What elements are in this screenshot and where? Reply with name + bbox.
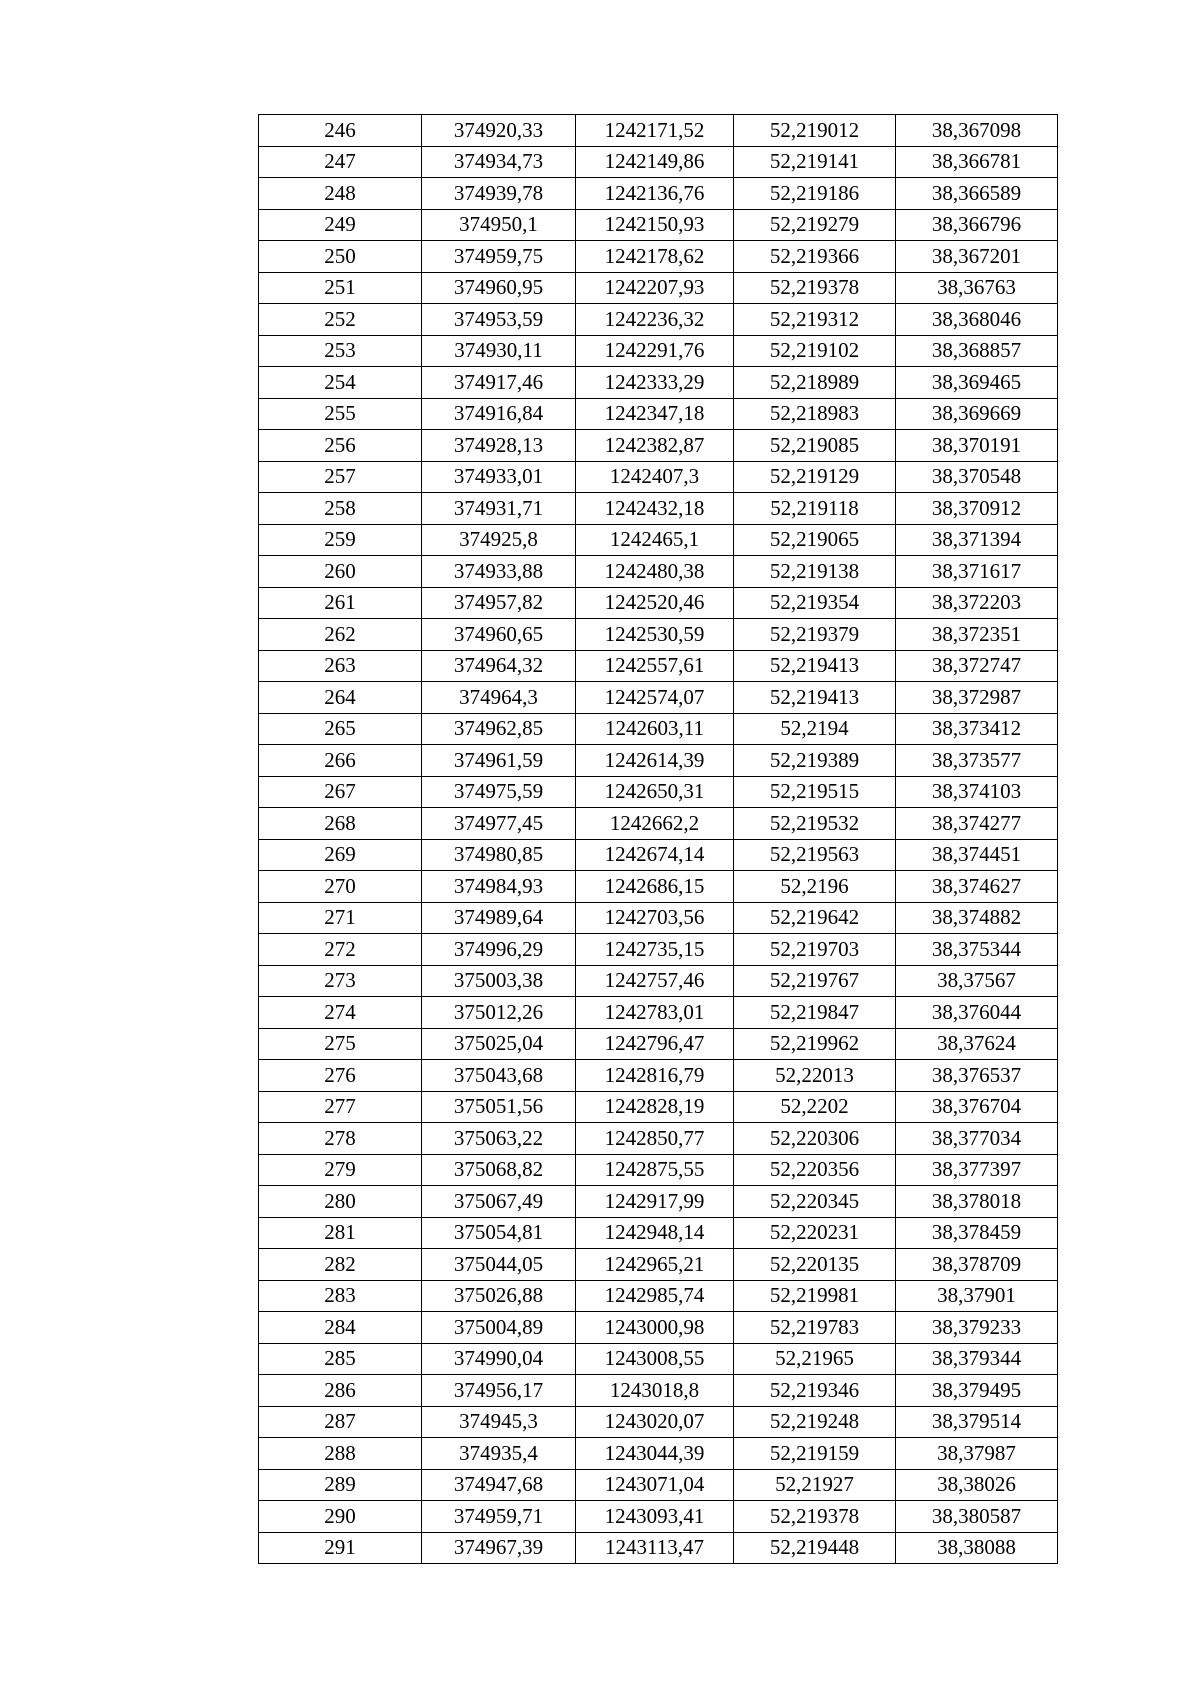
x-coordinate-cell: 374967,39	[422, 1532, 576, 1564]
point-number-cell: 263	[259, 650, 422, 682]
longitude-cell: 38,371617	[896, 556, 1058, 588]
x-coordinate-cell: 374939,78	[422, 178, 576, 210]
table-row	[259, 776, 1058, 808]
latitude-cell: 52,219354	[734, 587, 896, 619]
point-number-cell: 271	[259, 902, 422, 934]
longitude-cell: 38,376704	[896, 1091, 1058, 1123]
y-coordinate-cell: 1242948,14	[576, 1217, 734, 1249]
table-row	[259, 1532, 1058, 1564]
point-number-cell: 266	[259, 745, 422, 777]
x-coordinate-cell: 374964,32	[422, 650, 576, 682]
table-row	[259, 398, 1058, 430]
table-row	[259, 1280, 1058, 1312]
latitude-cell: 52,219413	[734, 682, 896, 714]
latitude-cell: 52,219783	[734, 1312, 896, 1344]
table-row	[259, 241, 1058, 273]
point-number-cell: 274	[259, 997, 422, 1029]
latitude-cell: 52,220306	[734, 1123, 896, 1155]
table-row	[259, 430, 1058, 462]
y-coordinate-cell: 1242557,61	[576, 650, 734, 682]
table-row	[259, 493, 1058, 525]
latitude-cell: 52,2194	[734, 713, 896, 745]
point-number-cell: 275	[259, 1028, 422, 1060]
table-row	[259, 1406, 1058, 1438]
point-number-cell: 261	[259, 587, 422, 619]
point-number-cell: 252	[259, 304, 422, 336]
x-coordinate-cell: 375025,04	[422, 1028, 576, 1060]
point-number-cell: 256	[259, 430, 422, 462]
y-coordinate-cell: 1242178,62	[576, 241, 734, 273]
latitude-cell: 52,220345	[734, 1186, 896, 1218]
point-number-cell: 264	[259, 682, 422, 714]
x-coordinate-cell: 374953,59	[422, 304, 576, 336]
x-coordinate-cell: 374920,33	[422, 115, 576, 147]
point-number-cell: 249	[259, 209, 422, 241]
table-row	[259, 461, 1058, 493]
longitude-cell: 38,380587	[896, 1501, 1058, 1533]
longitude-cell: 38,367201	[896, 241, 1058, 273]
point-number-cell: 273	[259, 965, 422, 997]
latitude-cell: 52,219981	[734, 1280, 896, 1312]
table-row	[259, 556, 1058, 588]
point-number-cell: 287	[259, 1406, 422, 1438]
latitude-cell: 52,219312	[734, 304, 896, 336]
table-row	[259, 178, 1058, 210]
point-number-cell: 290	[259, 1501, 422, 1533]
y-coordinate-cell: 1242236,32	[576, 304, 734, 336]
table-row	[259, 934, 1058, 966]
longitude-cell: 38,376044	[896, 997, 1058, 1029]
y-coordinate-cell: 1242574,07	[576, 682, 734, 714]
latitude-cell: 52,21965	[734, 1343, 896, 1375]
y-coordinate-cell: 1242171,52	[576, 115, 734, 147]
x-coordinate-cell: 375068,82	[422, 1154, 576, 1186]
point-number-cell: 279	[259, 1154, 422, 1186]
point-number-cell: 272	[259, 934, 422, 966]
y-coordinate-cell: 1242796,47	[576, 1028, 734, 1060]
point-number-cell: 280	[259, 1186, 422, 1218]
latitude-cell: 52,219389	[734, 745, 896, 777]
table-row	[259, 1312, 1058, 1344]
table-row	[259, 745, 1058, 777]
point-number-cell: 262	[259, 619, 422, 651]
table-row	[259, 272, 1058, 304]
longitude-cell: 38,37624	[896, 1028, 1058, 1060]
latitude-cell: 52,219159	[734, 1438, 896, 1470]
latitude-cell: 52,218983	[734, 398, 896, 430]
point-number-cell: 254	[259, 367, 422, 399]
y-coordinate-cell: 1242333,29	[576, 367, 734, 399]
latitude-cell: 52,219248	[734, 1406, 896, 1438]
x-coordinate-cell: 375054,81	[422, 1217, 576, 1249]
y-coordinate-cell: 1242816,79	[576, 1060, 734, 1092]
x-coordinate-cell: 375004,89	[422, 1312, 576, 1344]
y-coordinate-cell: 1242850,77	[576, 1123, 734, 1155]
y-coordinate-cell: 1242603,11	[576, 713, 734, 745]
longitude-cell: 38,372987	[896, 682, 1058, 714]
latitude-cell: 52,219515	[734, 776, 896, 808]
table-row	[259, 1469, 1058, 1501]
y-coordinate-cell: 1242703,56	[576, 902, 734, 934]
longitude-cell: 38,372203	[896, 587, 1058, 619]
x-coordinate-cell: 374917,46	[422, 367, 576, 399]
longitude-cell: 38,38026	[896, 1469, 1058, 1501]
y-coordinate-cell: 1242149,86	[576, 146, 734, 178]
longitude-cell: 38,366589	[896, 178, 1058, 210]
latitude-cell: 52,2202	[734, 1091, 896, 1123]
longitude-cell: 38,373412	[896, 713, 1058, 745]
x-coordinate-cell: 374961,59	[422, 745, 576, 777]
latitude-cell: 52,219129	[734, 461, 896, 493]
coordinates-table-body	[259, 115, 1058, 1564]
longitude-cell: 38,36763	[896, 272, 1058, 304]
y-coordinate-cell: 1243044,39	[576, 1438, 734, 1470]
latitude-cell: 52,219141	[734, 146, 896, 178]
x-coordinate-cell: 374960,95	[422, 272, 576, 304]
x-coordinate-cell: 375067,49	[422, 1186, 576, 1218]
longitude-cell: 38,370912	[896, 493, 1058, 525]
table-row	[259, 902, 1058, 934]
point-number-cell: 281	[259, 1217, 422, 1249]
latitude-cell: 52,219378	[734, 1501, 896, 1533]
longitude-cell: 38,368857	[896, 335, 1058, 367]
latitude-cell: 52,219085	[734, 430, 896, 462]
y-coordinate-cell: 1243008,55	[576, 1343, 734, 1375]
point-number-cell: 253	[259, 335, 422, 367]
longitude-cell: 38,368046	[896, 304, 1058, 336]
longitude-cell: 38,374277	[896, 808, 1058, 840]
latitude-cell: 52,219847	[734, 997, 896, 1029]
x-coordinate-cell: 374957,82	[422, 587, 576, 619]
table-row	[259, 209, 1058, 241]
longitude-cell: 38,369465	[896, 367, 1058, 399]
table-row	[259, 839, 1058, 871]
x-coordinate-cell: 374959,71	[422, 1501, 576, 1533]
y-coordinate-cell: 1242530,59	[576, 619, 734, 651]
point-number-cell: 284	[259, 1312, 422, 1344]
y-coordinate-cell: 1243018,8	[576, 1375, 734, 1407]
x-coordinate-cell: 375051,56	[422, 1091, 576, 1123]
longitude-cell: 38,37567	[896, 965, 1058, 997]
x-coordinate-cell: 374996,29	[422, 934, 576, 966]
point-number-cell: 269	[259, 839, 422, 871]
y-coordinate-cell: 1243020,07	[576, 1406, 734, 1438]
latitude-cell: 52,219532	[734, 808, 896, 840]
x-coordinate-cell: 375026,88	[422, 1280, 576, 1312]
y-coordinate-cell: 1242828,19	[576, 1091, 734, 1123]
latitude-cell: 52,219703	[734, 934, 896, 966]
y-coordinate-cell: 1243093,41	[576, 1501, 734, 1533]
longitude-cell: 38,37987	[896, 1438, 1058, 1470]
point-number-cell: 270	[259, 871, 422, 903]
longitude-cell: 38,372351	[896, 619, 1058, 651]
point-number-cell: 267	[259, 776, 422, 808]
x-coordinate-cell: 374959,75	[422, 241, 576, 273]
point-number-cell: 278	[259, 1123, 422, 1155]
y-coordinate-cell: 1242735,15	[576, 934, 734, 966]
longitude-cell: 38,366781	[896, 146, 1058, 178]
latitude-cell: 52,22013	[734, 1060, 896, 1092]
point-number-cell: 257	[259, 461, 422, 493]
latitude-cell: 52,219138	[734, 556, 896, 588]
table-row	[259, 871, 1058, 903]
coordinates-table	[258, 114, 1058, 1564]
table-row	[259, 1501, 1058, 1533]
longitude-cell: 38,374103	[896, 776, 1058, 808]
x-coordinate-cell: 375012,26	[422, 997, 576, 1029]
y-coordinate-cell: 1242965,21	[576, 1249, 734, 1281]
longitude-cell: 38,378459	[896, 1217, 1058, 1249]
table-row	[259, 650, 1058, 682]
x-coordinate-cell: 374925,8	[422, 524, 576, 556]
y-coordinate-cell: 1242465,1	[576, 524, 734, 556]
point-number-cell: 288	[259, 1438, 422, 1470]
y-coordinate-cell: 1242917,99	[576, 1186, 734, 1218]
x-coordinate-cell: 374935,4	[422, 1438, 576, 1470]
longitude-cell: 38,379344	[896, 1343, 1058, 1375]
longitude-cell: 38,379233	[896, 1312, 1058, 1344]
table-row	[259, 1343, 1058, 1375]
x-coordinate-cell: 374933,01	[422, 461, 576, 493]
table-row	[259, 335, 1058, 367]
longitude-cell: 38,378709	[896, 1249, 1058, 1281]
y-coordinate-cell: 1243071,04	[576, 1469, 734, 1501]
latitude-cell: 52,21927	[734, 1469, 896, 1501]
longitude-cell: 38,370548	[896, 461, 1058, 493]
latitude-cell: 52,219448	[734, 1532, 896, 1564]
x-coordinate-cell: 374989,64	[422, 902, 576, 934]
table-row	[259, 146, 1058, 178]
longitude-cell: 38,374882	[896, 902, 1058, 934]
point-number-cell: 247	[259, 146, 422, 178]
x-coordinate-cell: 375063,22	[422, 1123, 576, 1155]
x-coordinate-cell: 374956,17	[422, 1375, 576, 1407]
latitude-cell: 52,219346	[734, 1375, 896, 1407]
longitude-cell: 38,375344	[896, 934, 1058, 966]
latitude-cell: 52,219563	[734, 839, 896, 871]
point-number-cell: 285	[259, 1343, 422, 1375]
table-row	[259, 713, 1058, 745]
point-number-cell: 251	[259, 272, 422, 304]
table-row	[259, 619, 1058, 651]
y-coordinate-cell: 1242136,76	[576, 178, 734, 210]
x-coordinate-cell: 375043,68	[422, 1060, 576, 1092]
table-row	[259, 1123, 1058, 1155]
point-number-cell: 283	[259, 1280, 422, 1312]
longitude-cell: 38,377034	[896, 1123, 1058, 1155]
point-number-cell: 250	[259, 241, 422, 273]
point-number-cell: 258	[259, 493, 422, 525]
x-coordinate-cell: 374928,13	[422, 430, 576, 462]
table-row	[259, 1186, 1058, 1218]
y-coordinate-cell: 1243113,47	[576, 1532, 734, 1564]
longitude-cell: 38,373577	[896, 745, 1058, 777]
y-coordinate-cell: 1242674,14	[576, 839, 734, 871]
table-row	[259, 1375, 1058, 1407]
longitude-cell: 38,367098	[896, 115, 1058, 147]
x-coordinate-cell: 374916,84	[422, 398, 576, 430]
longitude-cell: 38,377397	[896, 1154, 1058, 1186]
y-coordinate-cell: 1242757,46	[576, 965, 734, 997]
y-coordinate-cell: 1242432,18	[576, 493, 734, 525]
x-coordinate-cell: 374962,85	[422, 713, 576, 745]
y-coordinate-cell: 1242686,15	[576, 871, 734, 903]
table-row	[259, 1091, 1058, 1123]
x-coordinate-cell: 374960,65	[422, 619, 576, 651]
y-coordinate-cell: 1242614,39	[576, 745, 734, 777]
y-coordinate-cell: 1242662,2	[576, 808, 734, 840]
table-row	[259, 1249, 1058, 1281]
y-coordinate-cell: 1242875,55	[576, 1154, 734, 1186]
y-coordinate-cell: 1242382,87	[576, 430, 734, 462]
longitude-cell: 38,371394	[896, 524, 1058, 556]
x-coordinate-cell: 375003,38	[422, 965, 576, 997]
point-number-cell: 286	[259, 1375, 422, 1407]
point-number-cell: 282	[259, 1249, 422, 1281]
table-row	[259, 1060, 1058, 1092]
x-coordinate-cell: 374950,1	[422, 209, 576, 241]
latitude-cell: 52,219379	[734, 619, 896, 651]
latitude-cell: 52,219102	[734, 335, 896, 367]
latitude-cell: 52,220356	[734, 1154, 896, 1186]
longitude-cell: 38,376537	[896, 1060, 1058, 1092]
x-coordinate-cell: 374945,3	[422, 1406, 576, 1438]
y-coordinate-cell: 1242783,01	[576, 997, 734, 1029]
table-row	[259, 115, 1058, 147]
latitude-cell: 52,219366	[734, 241, 896, 273]
latitude-cell: 52,218989	[734, 367, 896, 399]
longitude-cell: 38,379514	[896, 1406, 1058, 1438]
latitude-cell: 52,220135	[734, 1249, 896, 1281]
latitude-cell: 52,2196	[734, 871, 896, 903]
point-number-cell: 268	[259, 808, 422, 840]
table-row	[259, 367, 1058, 399]
latitude-cell: 52,219118	[734, 493, 896, 525]
latitude-cell: 52,219767	[734, 965, 896, 997]
y-coordinate-cell: 1242985,74	[576, 1280, 734, 1312]
table-row	[259, 1438, 1058, 1470]
y-coordinate-cell: 1242207,93	[576, 272, 734, 304]
x-coordinate-cell: 375044,05	[422, 1249, 576, 1281]
point-number-cell: 289	[259, 1469, 422, 1501]
x-coordinate-cell: 374933,88	[422, 556, 576, 588]
table-row	[259, 524, 1058, 556]
point-number-cell: 248	[259, 178, 422, 210]
latitude-cell: 52,219186	[734, 178, 896, 210]
x-coordinate-cell: 374934,73	[422, 146, 576, 178]
longitude-cell: 38,37901	[896, 1280, 1058, 1312]
longitude-cell: 38,372747	[896, 650, 1058, 682]
x-coordinate-cell: 374930,11	[422, 335, 576, 367]
x-coordinate-cell: 374977,45	[422, 808, 576, 840]
point-number-cell: 260	[259, 556, 422, 588]
longitude-cell: 38,379495	[896, 1375, 1058, 1407]
y-coordinate-cell: 1242520,46	[576, 587, 734, 619]
point-number-cell: 259	[259, 524, 422, 556]
point-number-cell: 276	[259, 1060, 422, 1092]
latitude-cell: 52,219065	[734, 524, 896, 556]
point-number-cell: 291	[259, 1532, 422, 1564]
x-coordinate-cell: 374931,71	[422, 493, 576, 525]
y-coordinate-cell: 1243000,98	[576, 1312, 734, 1344]
table-row	[259, 682, 1058, 714]
longitude-cell: 38,38088	[896, 1532, 1058, 1564]
y-coordinate-cell: 1242347,18	[576, 398, 734, 430]
longitude-cell: 38,369669	[896, 398, 1058, 430]
latitude-cell: 52,219642	[734, 902, 896, 934]
table-row	[259, 1154, 1058, 1186]
longitude-cell: 38,366796	[896, 209, 1058, 241]
latitude-cell: 52,219413	[734, 650, 896, 682]
x-coordinate-cell: 374975,59	[422, 776, 576, 808]
point-number-cell: 246	[259, 115, 422, 147]
y-coordinate-cell: 1242291,76	[576, 335, 734, 367]
y-coordinate-cell: 1242150,93	[576, 209, 734, 241]
latitude-cell: 52,219279	[734, 209, 896, 241]
table-row	[259, 304, 1058, 336]
longitude-cell: 38,378018	[896, 1186, 1058, 1218]
longitude-cell: 38,374451	[896, 839, 1058, 871]
latitude-cell: 52,219378	[734, 272, 896, 304]
latitude-cell: 52,219962	[734, 1028, 896, 1060]
point-number-cell: 277	[259, 1091, 422, 1123]
y-coordinate-cell: 1242650,31	[576, 776, 734, 808]
y-coordinate-cell: 1242480,38	[576, 556, 734, 588]
x-coordinate-cell: 374990,04	[422, 1343, 576, 1375]
table-row	[259, 587, 1058, 619]
longitude-cell: 38,370191	[896, 430, 1058, 462]
x-coordinate-cell: 374947,68	[422, 1469, 576, 1501]
table-row	[259, 1217, 1058, 1249]
longitude-cell: 38,374627	[896, 871, 1058, 903]
table-row	[259, 965, 1058, 997]
latitude-cell: 52,220231	[734, 1217, 896, 1249]
x-coordinate-cell: 374984,93	[422, 871, 576, 903]
x-coordinate-cell: 374980,85	[422, 839, 576, 871]
table-row	[259, 808, 1058, 840]
point-number-cell: 255	[259, 398, 422, 430]
point-number-cell: 265	[259, 713, 422, 745]
table-row	[259, 997, 1058, 1029]
y-coordinate-cell: 1242407,3	[576, 461, 734, 493]
table-row	[259, 1028, 1058, 1060]
x-coordinate-cell: 374964,3	[422, 682, 576, 714]
latitude-cell: 52,219012	[734, 115, 896, 147]
